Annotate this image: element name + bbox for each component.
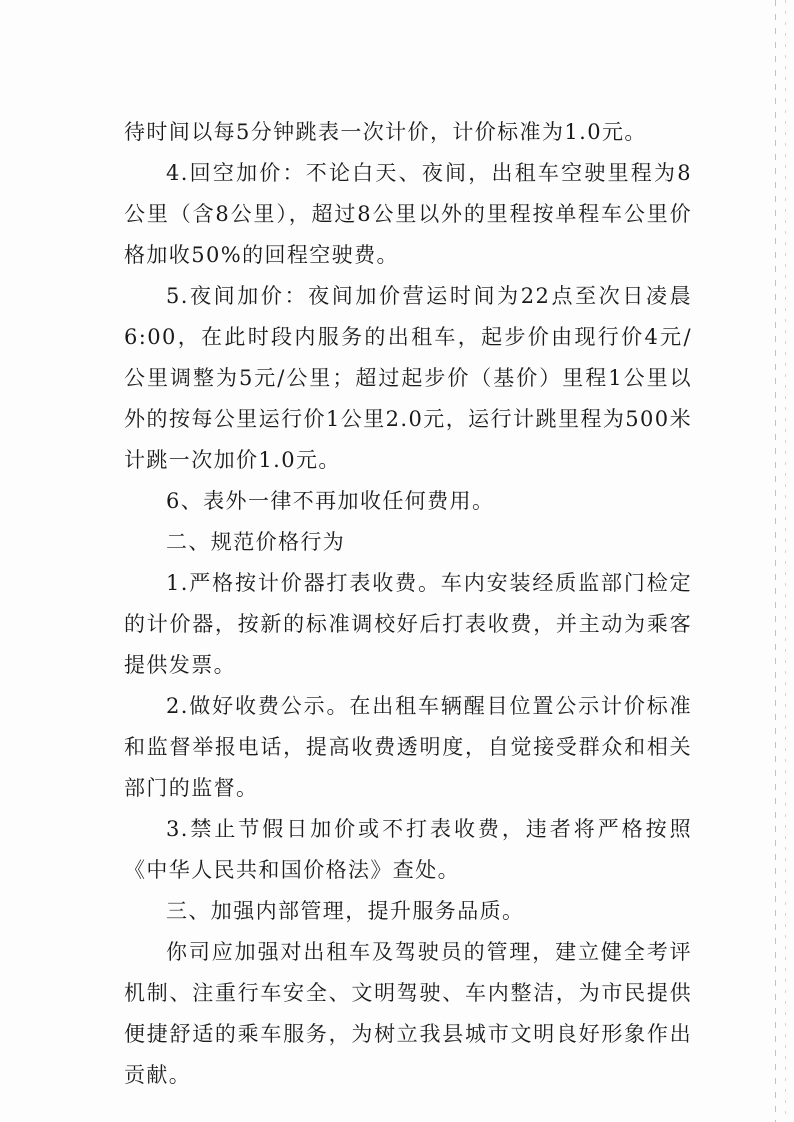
paragraph-use-meter: 1.严格按计价器打表收费。车内安装经质监部门检定的计价器，按新的标准调校好后打表收费，并主动为乘客提供发票。 — [124, 571, 692, 677]
paragraph-empty-return-surcharge: 4.回空加价：不论白天、夜间，出租车空驶里程为8公里（含8公里），超过8公里以外的里程按单程车公里价格加收50%的回程空驶费。 — [124, 161, 692, 267]
paragraph-waiting-time: 待时间以每5分钟跳表一次计价，计价标准为1.0元。 — [124, 120, 647, 144]
paragraph-fee-publicity: 2.做好收费公示。在出租车辆醒目位置公示计价标准和监督举报电话，提高收费透明度，自觉接受群众和相关部门的监督。 — [124, 694, 692, 800]
scan-edge-mark-outer — [785, 0, 786, 1122]
paragraph-night-surcharge: 5.夜间加价：夜间加价营运时间为22点至次日凌晨6:00，在此时段内服务的出租车，起步价由现行价4元/公里调整为5元/公里；超过起步价（基价）里程1公里以外的按每公里运行价1公里2.0元，运行计跳里程为500米计跳一次加价1.0元。 — [124, 284, 692, 472]
document-body — [124, 112, 692, 1096]
scan-edge-mark — [775, 0, 776, 1122]
section-heading-regulate-pricing: 二、规范价格行为 — [166, 530, 346, 554]
paragraph-holiday-prohibition: 3.禁止节假日加价或不打表收费，违者将严格按照《中华人民共和国价格法》查处。 — [124, 817, 692, 882]
paragraph-no-extra-fees: 6、表外一律不再加收任何费用。 — [166, 489, 495, 513]
paragraph-management-requirements: 你司应加强对出租车及驾驶员的管理，建立健全考评机制、注重行车安全、文明驾驶、车内整洁，为市民提供便捷舒适的乘车服务，为树立我县城市文明良好形象作出贡献。 — [124, 940, 692, 1087]
section-heading-internal-management: 三、加强内部管理，提升服务品质。 — [166, 899, 525, 923]
